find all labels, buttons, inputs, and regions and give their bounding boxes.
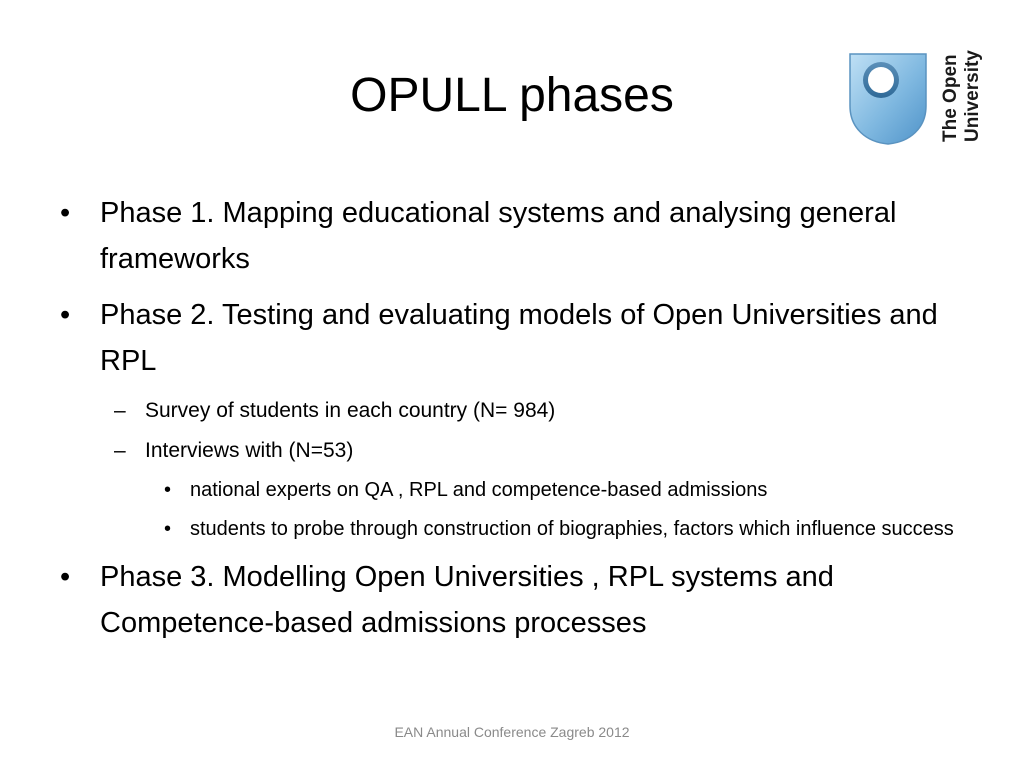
open-university-logo bbox=[848, 50, 988, 146]
slide-title: OPULL phases bbox=[350, 69, 674, 122]
subsub-bullet-national-experts: • national experts on QA , RPL and competence-based admissions bbox=[56, 474, 976, 507]
bullet-phase-3: • Phase 3. Modelling Open Universities , RPL systems and Competence-based admissions processes bbox=[56, 554, 976, 646]
bullet-phase-1: • Phase 1. Mapping educational systems and analysing general frameworks bbox=[56, 190, 976, 282]
bullet-phase-2: • Phase 2. Testing and evaluating models of Open Universities and RPL bbox=[56, 292, 976, 384]
logo-text-line2: University bbox=[962, 50, 983, 142]
slide-content bbox=[56, 190, 976, 656]
sub-bullet-interviews: – Interviews with (N=53) bbox=[56, 434, 976, 468]
logo-text-line1: The Open bbox=[940, 54, 961, 142]
slide-footer: EAN Annual Conference Zagreb 2012 bbox=[394, 724, 630, 740]
subsub-bullet-students: • students to probe through construction of biographies, factors which influence success bbox=[56, 513, 976, 546]
sub-bullet-survey: – Survey of students in each country (N= 984) bbox=[56, 394, 976, 428]
